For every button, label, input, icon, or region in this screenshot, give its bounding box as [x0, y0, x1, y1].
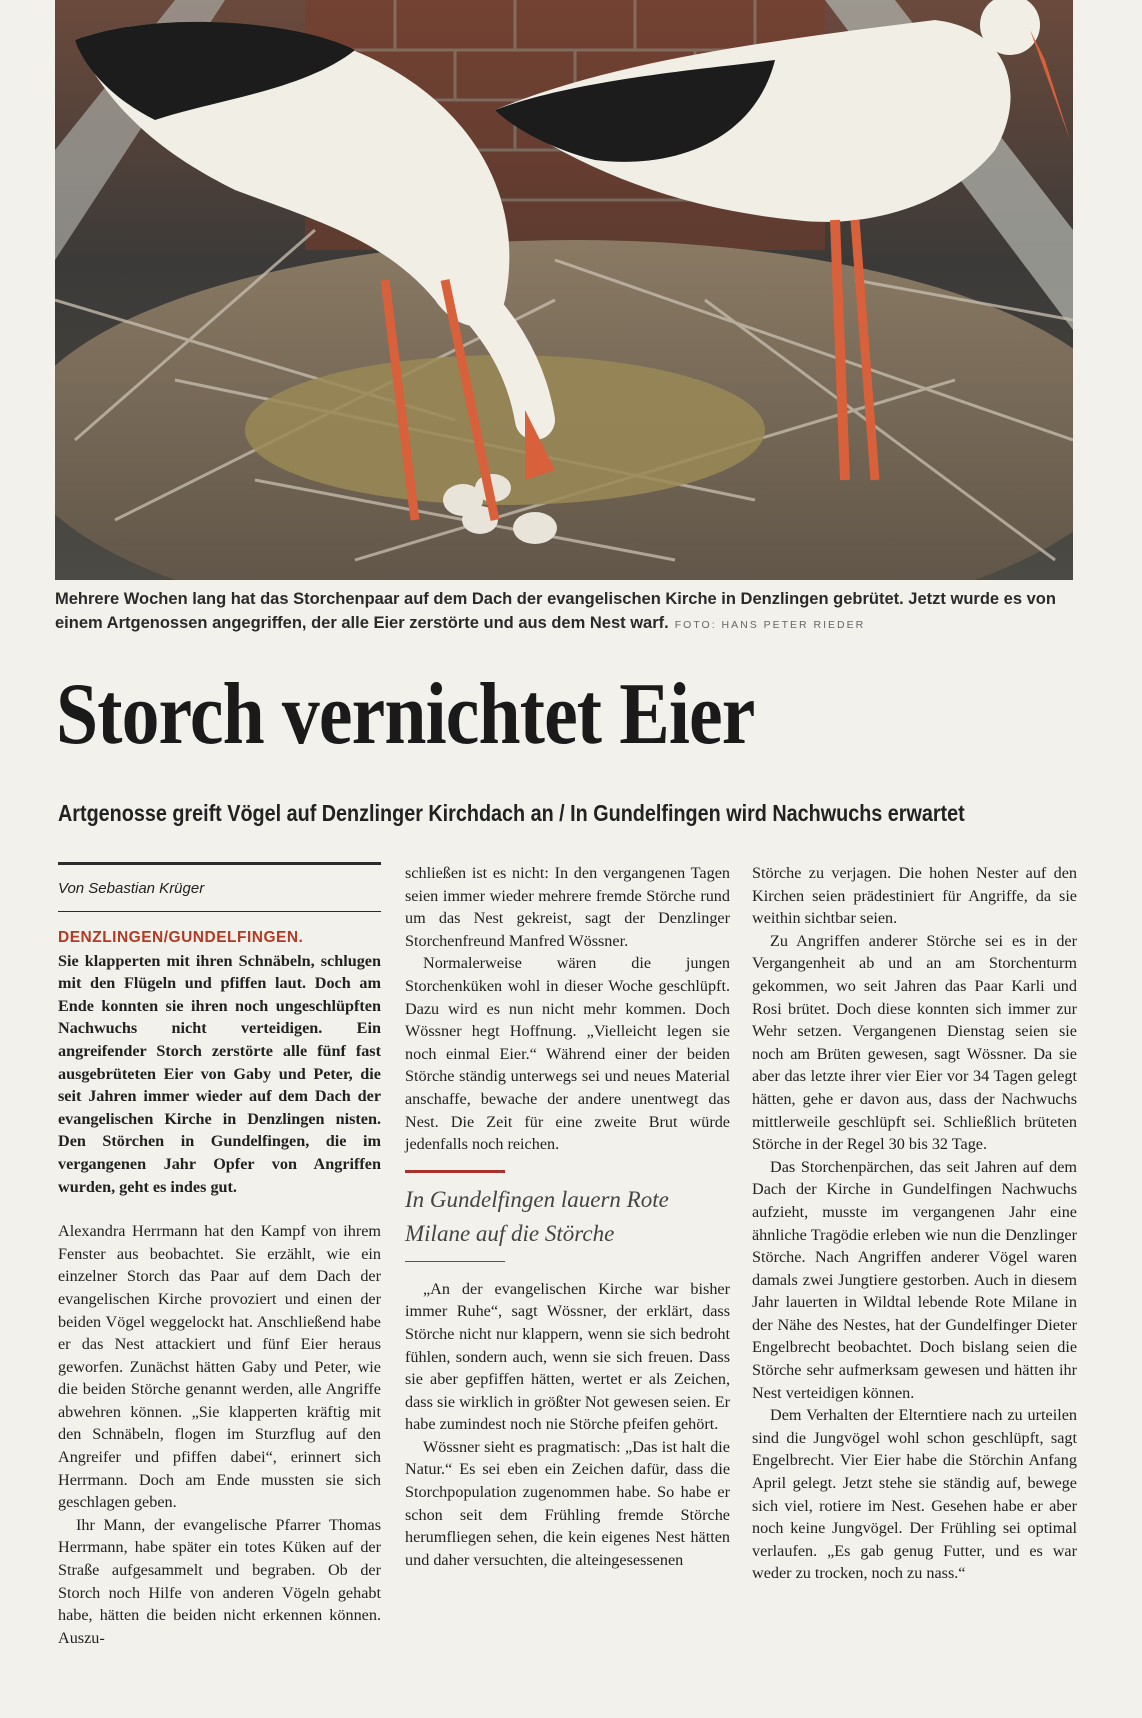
body-paragraph: Störche zu verjagen. Die hohen Nester auf den Kirchen seien prädestiniert für Angriffe, da sie weithin sichtbar seien.: [752, 864, 1077, 928]
inline-subhead-text: In Gundelfingen lauern Rote Milane auf die Störche: [405, 1186, 669, 1246]
byline: Von Sebastian Krüger: [58, 880, 205, 897]
article-headline: Storch vernichtet Eier: [56, 666, 755, 763]
body-paragraph: Alexandra Herrmann hat den Kampf von ihrem Fenster aus beobachtet. Sie erzählt, wie ein einzelner Storch das Paar auf dem Dach der evangelischen Kirche provoziert und einen der beiden Vögel weggelockt hat. Anschließend habe er das Nest attackiert und fünf Eier heraus geworfen. Zunächst hätten Gaby und Peter, wie die beiden Störche genannt werden, alle Angriffe abwehren können. „Sie klapperten kräftig mit den Schnäbeln, flogen im Sturzflug auf den Angreifer und pfiffen dabei“, erinnert sich Herrmann. Doch am Ende mussten sie sich geschlagen geben.: [58, 1222, 381, 1512]
inline-subhead: [405, 1170, 730, 1262]
body-paragraph: Zu Angriffen anderer Störche sei es in der Vergangenheit ab und an am Storchenturm gekommen, wo seit Jahren das Paar Karli und Rosi brütet. Doch diese konnten sich immer zur Wehr setzen. Vergangenen Dienstag seien sie noch am Brüten gewesen, sagt Wössner. Da sie aber das letzte ihrer vier Eier vor 34 Tagen gelegt hätten, gehe er davon aus, dass der Nachwuchs mittlerweile geschlüpft sei. Schließlich brüteten Störche in der Regel 30 bis 32 Tage.: [752, 931, 1077, 1154]
photo-caption: [55, 587, 1075, 637]
subhead-rule-bottom: [405, 1261, 505, 1262]
byline-rule-bottom: [58, 911, 381, 912]
article-subheadline: Artgenosse greift Vögel auf Denzlinger Kirchdach an / In Gundelfingen wird Nachwuchs erwartet: [58, 800, 965, 826]
body-paragraph: Dem Verhalten der Elterntiere nach zu urteilen sind die Jungvögel wohl schon geschlüpft, sagt Engelbrecht. Vier Eier habe die Störchin Anfang April gelegt. Jetzt stehe sie ständig auf, bewege sich viel, rotiere im Nest. Gesehen habe er aber noch keine Jungvögel. Der Frühling sei optimal verlaufen. „Es gab genug Futter, und es war weder zu trocken, noch zu nass.“: [752, 1406, 1077, 1583]
lead-paragraph: [58, 926, 381, 1198]
subhead-rule-top: [405, 1170, 505, 1173]
article-column-2: [405, 862, 730, 1571]
article-column-1: [58, 862, 381, 1649]
body-paragraph: Wössner sieht es pragmatisch: „Das ist halt die Natur.“ Es sei eben ein Zeichen dafür, dass die Storchpopulation zugenommen habe. So habe er schon seit dem Frühling fremde Störche herumfliegen sehen, die kein eigenes Nest hätten und daher versuchten, die alteingesessenen: [405, 1437, 730, 1569]
body-paragraph: Normalerweise wären die jungen Storchenküken wohl in dieser Woche geschlüpft. Dazu wird es nun nicht mehr kommen. Doch Wössner hegt Hoffnung. „Vielleicht legen sie noch einmal Eier.“ Während einer der beiden Störche ständig unterwegs sei und neues Material anschaffe, bewache der andere unentwegt das Nest. Die Zeit für eine zweite Brut würde jedenfalls noch reichen.: [405, 954, 730, 1154]
caption-text: Mehrere Wochen lang hat das Storchenpaar auf dem Dach der evangelischen Kirche in Denzlingen gebrütet. Jetzt wurde es von einem Artgenossen angegriffen, der alle Eier zerstörte und aus dem Nest warf.: [55, 590, 1056, 632]
byline-rule-top: [58, 862, 381, 865]
body-paragraph: schließen ist es nicht: In den vergangenen Tagen seien immer wieder mehrere fremde Störche rund um das Nest gekreist, sagt der Denzlinger Storchenfreund Manfred Wössner.: [405, 864, 730, 950]
article-column-3: [752, 862, 1077, 1585]
body-paragraph: „An der evangelischen Kirche war bisher immer Ruhe“, sagt Wössner, der erklärt, dass Störche nicht nur klappern, wenn sie sich bedroht fühlen, sondern auch, wenn sie sich freuen. Dass sie aber gepfiffen hätten, wertet er als Zeichen, dass sie wirklich in größter Not gewesen seien. Er habe zumindest noch nie Störche pfeifen gehört.: [405, 1279, 730, 1434]
body-paragraph: Ihr Mann, der evangelische Pfarrer Thomas Herrmann, habe später ein totes Küken auf der Straße aufgesammelt und begraben. Ob der Storch noch Hilfe von anderen Vögeln gehabt habe, hätten die beiden nicht erkennen können. Auszu-: [58, 1515, 381, 1647]
lead-text: Sie klapperten mit ihren Schnäbeln, schlugen mit den Flügeln und pfiffen laut. Doch am Ende konnten sie ihren noch ungeschlüpften Nachwuchs nicht verteidigen. Ein angreifender Storch zerstörte alle fünf fast ausgebrüteten Eier von Gaby und Peter, die seit Jahren immer wieder auf dem Dach der evangelischen Kirche in Denzlingen nisten. Den Störchen in Gundelfingen, die im vergangenen Jahr Opfer von Angriffen wurden, geht es indes gut.: [58, 951, 381, 1196]
stork-nest-photo: [55, 0, 1073, 580]
photo-credit: FOTO: HANS PETER RIEDER: [674, 619, 866, 631]
dateline: DENZLINGEN/GUNDELFINGEN.: [58, 929, 304, 946]
body-paragraph: Das Storchenpärchen, das seit Jahren auf dem Dach der Kirche in Gundelfingen Nachwuchs aufzieht, musste im vergangenen Jahr eine ähnliche Tragödie erleben wie nun die Denzlinger Störche. Nach Angriffen anderer Vögel waren damals zwei Jungtiere gestorben. Auch in diesem Jahr lauerten in Wildtal lebende Rote Milane in der Nähe des Nestes, hat der Gundelfinger Dieter Engelbrecht beobachtet. Doch bislang seien die Störche sehr aufmerksam gewesen und hätten ihr Nest verteidigen können.: [752, 1157, 1077, 1402]
photo-illustration: [55, 0, 1073, 580]
